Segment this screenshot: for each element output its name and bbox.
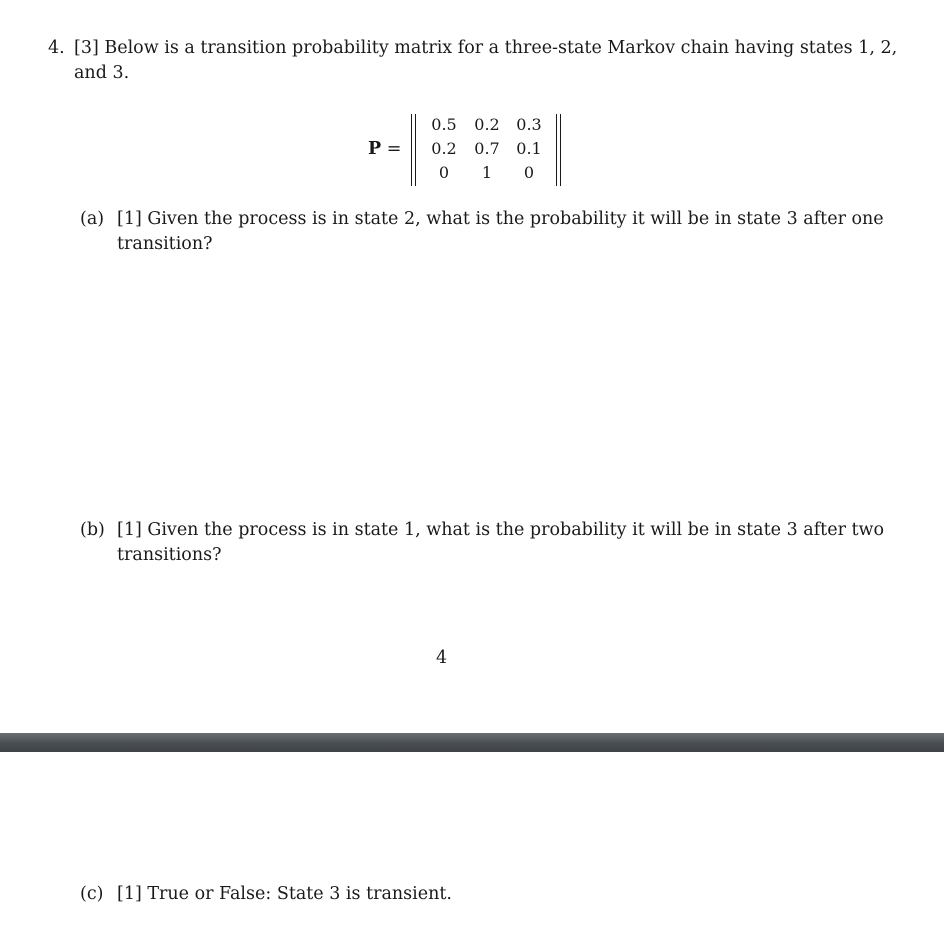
part-b-text-line1: [1] Given the process is in state 1, what is the probability it will be in state 3 after two — [117, 520, 885, 540]
document-page-5 — [0, 752, 944, 926]
matrix-left-bar-outer — [411, 114, 412, 186]
part-c-text: [1] True or False: State 3 is transient. — [117, 884, 452, 904]
part-b-label: (b) — [80, 520, 105, 540]
question-number: 4. — [48, 38, 65, 58]
matrix-symbol: P — [368, 139, 382, 159]
matrix-right-bar-inner — [556, 114, 557, 186]
page-number: 4 — [436, 648, 448, 668]
part-a-label: (a) — [80, 209, 105, 229]
part-b-text-line2: transitions? — [117, 545, 222, 565]
page-separator — [0, 733, 944, 752]
matrix-left-bar-inner — [415, 114, 416, 186]
matrix-cell: 0.2 — [431, 139, 457, 158]
matrix-cell: 0.2 — [474, 115, 500, 134]
part-a-text-line1: [1] Given the process is in state 2, what is the probability it will be in state 3 after one — [117, 209, 884, 229]
matrix-cell: 0 — [438, 163, 450, 182]
part-c-label: (c) — [80, 884, 104, 904]
matrix-cell: 0.7 — [474, 139, 500, 158]
matrix-equals: = — [386, 139, 402, 159]
matrix-cell: 0.3 — [516, 115, 542, 134]
matrix-cell: 1 — [481, 163, 493, 182]
question-text-line1: [3] Below is a transition probability matrix for a three-state Markov chain having states 1, 2, — [74, 38, 898, 58]
matrix-cell: 0 — [523, 163, 535, 182]
matrix-cell: 0.1 — [516, 139, 542, 158]
matrix-label — [368, 137, 401, 161]
matrix-right-bar-outer — [560, 114, 561, 186]
part-a-text-line2: transition? — [117, 234, 213, 254]
matrix-cell: 0.5 — [431, 115, 457, 134]
question-text-line2: and 3. — [74, 63, 130, 83]
